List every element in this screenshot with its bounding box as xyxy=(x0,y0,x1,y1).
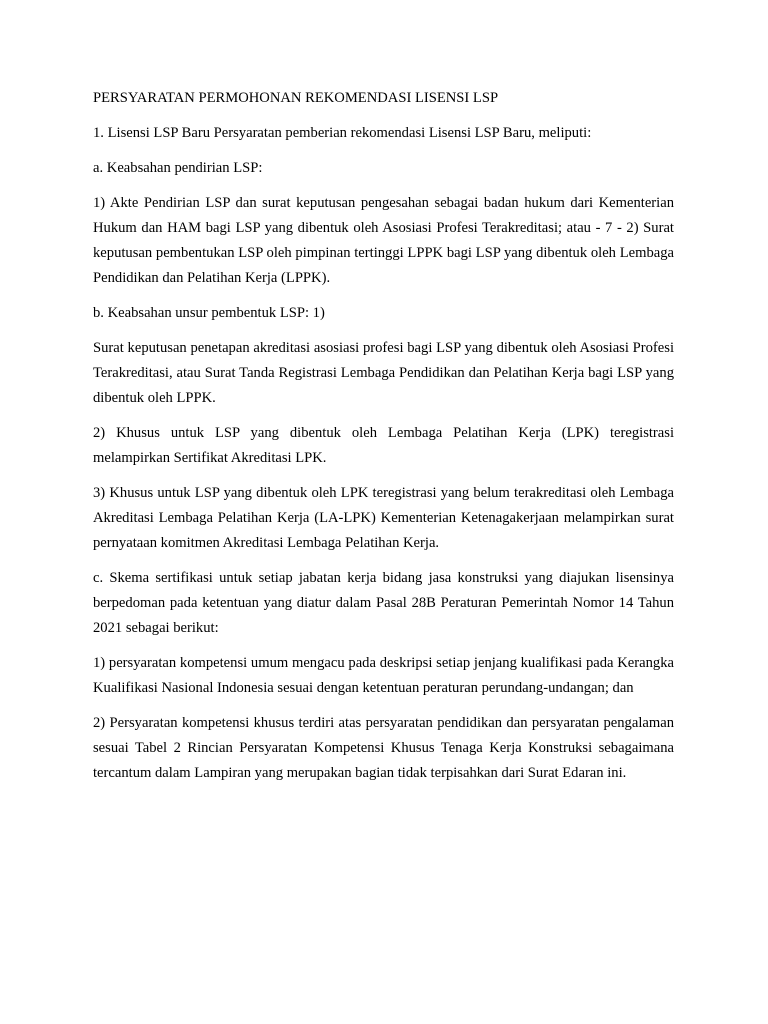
paragraph-skema-sertifikasi: c. Skema sertifikasi untuk setiap jabatan kerja bidang jasa konstruksi yang diajukan lisensinya berpedoman pada ketentuan yang diatur dalam Pasal 28B Peraturan Pemerintah Nomor 14 Tahun 2021 sebagai berikut: xyxy=(93,570,674,636)
document-page xyxy=(93,86,674,796)
paragraph-kompetensi-khusus: 2) Persyaratan kompetensi khusus terdiri atas persyaratan pendidikan dan persyaratan pengalaman sesuai Tabel 2 Rincian Persyaratan Kompetensi Khusus Tenaga Kerja Konstruksi sebagaimana tercantum dalam Lampiran yang merupakan bagian tidak terpisahkan dari Surat Edaran ini. xyxy=(93,715,674,781)
paragraph-kompetensi-umum: 1) persyaratan kompetensi umum mengacu pada deskripsi setiap jenjang kualifikasi pada Kerangka Kualifikasi Nasional Indonesia sesuai dengan ketentuan peraturan perundang-undangan; dan xyxy=(93,655,674,696)
paragraph-khusus-lpk-teregistrasi: 2) Khusus untuk LSP yang dibentuk oleh Lembaga Pelatihan Kerja (LPK) teregistrasi melampirkan Sertifikat Akreditasi LPK. xyxy=(93,425,674,466)
document-title: PERSYARATAN PERMOHONAN REKOMENDASI LISENSI LSP xyxy=(93,90,499,106)
paragraph-keabsahan-pendirian: a. Keabsahan pendirian LSP: xyxy=(93,160,263,176)
paragraph-akte-pendirian: 1) Akte Pendirian LSP dan surat keputusan pengesahan sebagai badan hukum dari Kementerian Hukum dan HAM bagi LSP yang dibentuk oleh Asosiasi Profesi Terakreditasi; atau - 7 - 2) Surat keputusan pembentukan LSP oleh pimpinan tertinggi LPPK bagi LSP yang dibentuk oleh Lembaga Pendidikan dan Pelatihan Kerja (LPPK). xyxy=(93,195,674,286)
paragraph-keabsahan-unsur: b. Keabsahan unsur pembentuk LSP: 1) xyxy=(93,305,325,321)
paragraph-khusus-lpk-belum-terakreditasi: 3) Khusus untuk LSP yang dibentuk oleh LPK teregistrasi yang belum terakreditasi oleh Lembaga Akreditasi Lembaga Pelatihan Kerja (LA-LPK) Kementerian Ketenagakerjaan melampirkan surat pernyataan komitmen Akreditasi Lembaga Pelatihan Kerja. xyxy=(93,485,674,551)
paragraph-lisensi-lsp-baru: 1. Lisensi LSP Baru Persyaratan pemberian rekomendasi Lisensi LSP Baru, meliputi: xyxy=(93,125,592,141)
paragraph-surat-keputusan-akreditasi: Surat keputusan penetapan akreditasi asosiasi profesi bagi LSP yang dibentuk oleh Asosiasi Profesi Terakreditasi, atau Surat Tanda Registrasi Lembaga Pendidikan dan Pelatihan Kerja bagi LSP yang dibentuk oleh LPPK. xyxy=(93,340,674,406)
